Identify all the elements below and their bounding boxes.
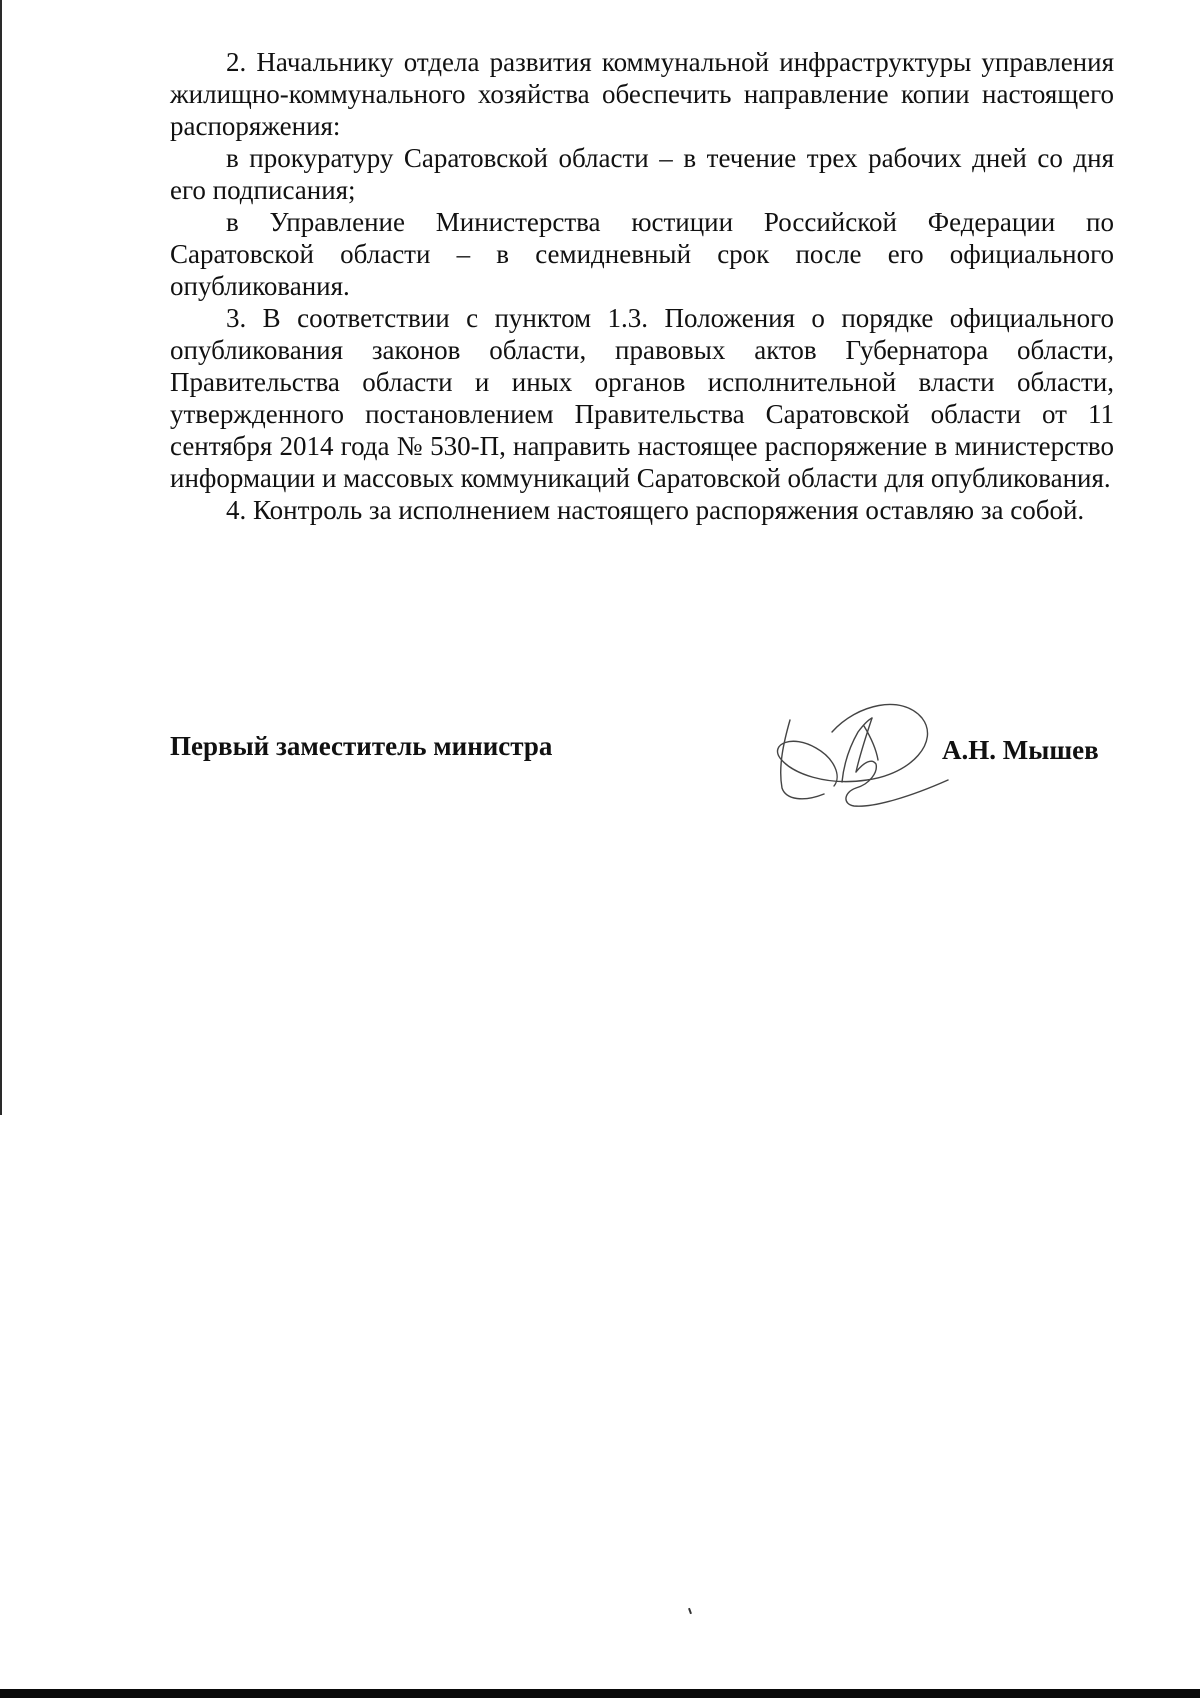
paragraph-justice-ministry: в Управление Министерства юстиции Российской Федерации по Саратовской области – в семидневный срок после его официального опубликования. <box>170 207 1114 301</box>
paragraph-item-3: 3. В соответствии с пунктом 1.3. Положения о порядке официального опубликования законов области, правовых актов Губернатора области, Правительства области и иных органов исполнительной власти области, утвержденного постановлением Правительства Саратовской области от 11 сентября 2014 года № 530-П, направить настоящее распоряжение в министерство информации и массовых коммуникаций Саратовской области для опубликования. <box>170 303 1114 493</box>
paragraph-item-4: 4. Контроль за исполнением настоящего распоряжения оставляю за собой. <box>226 495 1085 525</box>
handwritten-signature <box>772 696 962 816</box>
signatory-name: А.Н. Мышев <box>942 735 1099 765</box>
scan-left-edge <box>0 0 2 1115</box>
document-body <box>170 46 1114 526</box>
scan-bottom-edge <box>0 1689 1200 1698</box>
paragraph-prosecutor: в прокуратуру Саратовской области – в течение трех рабочих дней со дня его подписания; <box>170 143 1114 205</box>
scan-speck <box>688 1608 692 1614</box>
paragraph-item-2: 2. Начальнику отдела развития коммунальной инфраструктуры управления жилищно-коммунального хозяйства обеспечить направление копии настоящего распоряжения: <box>170 47 1114 141</box>
signatory-position: Первый заместитель министра <box>170 731 553 761</box>
